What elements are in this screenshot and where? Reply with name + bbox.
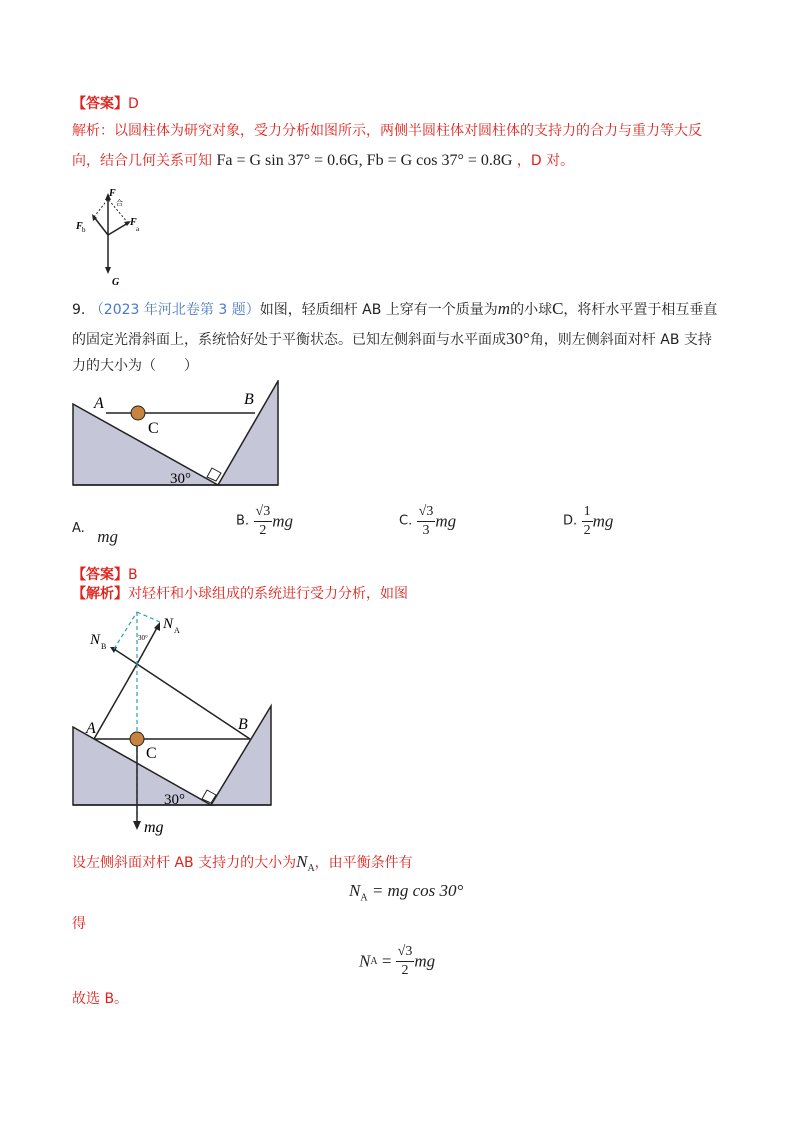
option-b[interactable] <box>236 503 293 540</box>
right-angle-mark <box>207 468 221 481</box>
question-number: 9. <box>72 302 86 318</box>
solution-text-1a: 设左侧斜面对杆 AB 支持力的大小为 <box>72 855 297 871</box>
fb-label: F <box>76 221 83 232</box>
fa-sub: a <box>136 225 140 233</box>
label-angle: 30° <box>170 471 191 487</box>
question-text-2a: 的固定光滑斜面上，系统恰好处于平衡状态。已知左侧斜面与水平面成 <box>72 332 506 348</box>
option-b-tail: mg <box>272 511 293 531</box>
ball-c <box>131 406 145 420</box>
eq1-lhs: N <box>349 881 361 900</box>
normal-b-line <box>137 664 250 739</box>
na-force-line <box>137 626 158 664</box>
eq2-den: 2 <box>401 963 409 978</box>
option-c-num: √3 <box>417 503 436 522</box>
dashed-side-1 <box>114 612 137 649</box>
eq2-eq: = <box>381 951 392 971</box>
label-a-2: A <box>86 720 96 737</box>
equation-2 <box>359 943 435 980</box>
question-line-3: 力的大小为（ ） <box>72 358 198 374</box>
eq2-sub: A <box>370 956 378 967</box>
eq2-tail: mg <box>414 951 436 971</box>
force-diagram-1 <box>72 185 152 290</box>
dashed-parallelogram-1 <box>94 199 108 217</box>
question-source: （2023 年河北卷第 3 题） <box>89 302 260 318</box>
option-a[interactable] <box>72 517 119 546</box>
option-d-fraction <box>582 503 593 540</box>
fa-force-line <box>108 223 128 235</box>
label-a: A <box>94 395 104 412</box>
question-line-2 <box>72 329 712 350</box>
analysis-label-2: 【解析】 <box>72 586 128 602</box>
analysis-text-2: 对轻杆和小球组成的系统进行受力分析，如图 <box>128 586 408 602</box>
answer-label-2: 【答案】 <box>72 567 128 583</box>
option-d-den: 2 <box>583 523 591 538</box>
question-line-1 <box>72 299 717 320</box>
option-d-tail: mg <box>592 511 614 531</box>
solution-line-1 <box>72 852 413 879</box>
resultant-label: F <box>109 188 116 199</box>
option-c-tail: mg <box>435 511 457 531</box>
incline-diagram <box>72 380 284 490</box>
nb-force-line <box>114 649 137 664</box>
gravity-arrow-head <box>105 267 111 274</box>
gravity-arrow-head-2 <box>133 821 141 830</box>
question-text-2b: 角，则左侧斜面对杆 AB 支持 <box>529 332 712 348</box>
answer-label: 【答案】 <box>72 96 128 112</box>
mass-symbol: m <box>497 299 511 318</box>
eq1-sub: A <box>360 892 368 904</box>
conclusion: 故选 B。 <box>72 991 129 1007</box>
option-d-letter: D. <box>563 513 578 529</box>
analysis-line-1: 解析：以圆柱体为研究对象，受力分析如图所示，两侧半圆柱体对圆柱体的支持力的合力与重力等大反 <box>72 123 702 139</box>
label-b: B <box>244 391 254 408</box>
na-label: N <box>163 616 174 632</box>
label-c-2: C <box>146 745 157 762</box>
solution-text-1b: ，由平衡条件有 <box>314 855 413 871</box>
analysis-line-b <box>72 584 408 604</box>
gravity-label: G <box>112 277 120 288</box>
answer-value-2: B <box>128 567 138 583</box>
label-c: C <box>148 420 159 437</box>
answer-line <box>72 94 139 114</box>
small-angle-label: 30° <box>138 634 148 642</box>
resultant-sub: 合 <box>116 199 123 207</box>
answer-line-2 <box>72 565 138 585</box>
force-analysis-diagram <box>72 606 282 838</box>
option-a-letter: A. <box>72 521 85 536</box>
de-text: 得 <box>72 916 86 932</box>
equation-1 <box>349 881 463 903</box>
option-b-fraction <box>254 503 273 540</box>
answer-value: D <box>128 96 139 112</box>
option-b-letter: B. <box>236 513 250 529</box>
label-b-2: B <box>238 716 248 733</box>
ball-c-2 <box>130 732 144 746</box>
nb-sub: B <box>101 642 107 651</box>
option-b-den: 2 <box>259 523 267 538</box>
solution-na-symbol: N <box>296 852 308 871</box>
fb-sub: b <box>82 226 86 234</box>
analysis-suffix: ，D 对。 <box>516 153 575 169</box>
left-incline <box>73 404 218 485</box>
ball-symbol: C <box>552 299 564 318</box>
nb-label: N <box>90 632 101 648</box>
option-d-num: 1 <box>582 503 593 522</box>
option-b-num: √3 <box>254 503 273 522</box>
question-text-1a: 如图，轻质细杆 AB 上穿有一个质量为 <box>259 302 498 318</box>
question-text-1c: ，将杆水平置于相互垂直 <box>563 302 718 318</box>
fa-label: F <box>130 217 137 228</box>
option-c-fraction <box>417 503 436 540</box>
na-sub: A <box>174 626 180 635</box>
analysis-line-2 <box>72 151 574 171</box>
option-c-letter: C. <box>399 513 413 529</box>
solution-na-sub: A <box>307 862 315 874</box>
angle-value: 30° <box>506 329 530 348</box>
fb-force-line <box>94 217 108 235</box>
analysis-formula: Fa = G sin 37° = 0.6G, Fb = G cos 37° = 0.8G <box>216 152 513 169</box>
eq2-num: √3 <box>396 943 415 962</box>
analysis-prefix: 向，结合几何关系可知 <box>72 153 212 169</box>
normal-a-line <box>94 664 137 739</box>
option-d[interactable] <box>563 503 613 540</box>
dashed-side-2 <box>137 612 160 622</box>
na-arrow-head <box>154 622 160 631</box>
eq1-rhs: = mg cos 30° <box>371 881 464 900</box>
label-mg: mg <box>144 819 164 836</box>
label-angle-2: 30° <box>164 792 185 808</box>
option-a-expr: mg <box>97 527 119 546</box>
option-c-den: 3 <box>422 523 430 538</box>
eq2-lhs: N <box>359 951 371 971</box>
option-c[interactable] <box>399 503 456 540</box>
eq2-fraction <box>396 943 415 980</box>
question-text-1b: 的小球 <box>510 302 553 318</box>
